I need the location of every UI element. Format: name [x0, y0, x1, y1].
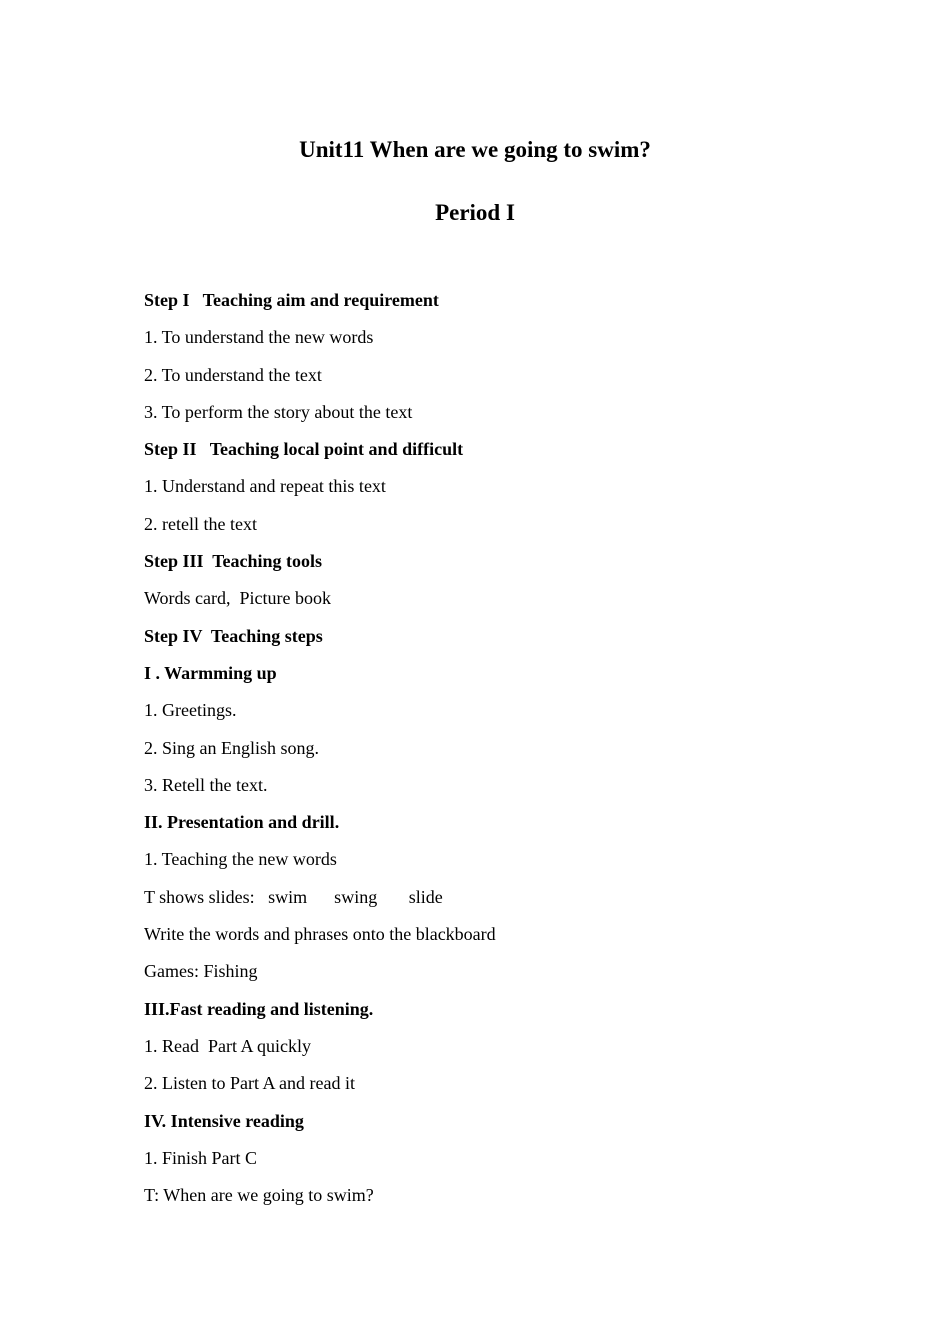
section-heading: Step I Teaching aim and requirement — [144, 290, 439, 310]
section-heading: Step II Teaching local point and difficult — [144, 439, 464, 460]
section-heading: III.Fast reading and listening. — [144, 998, 374, 1019]
section-heading: Step III Teaching tools — [144, 551, 323, 572]
text-line: 1. Read Part A quickly — [144, 1035, 311, 1056]
text-line: 3. To perform the story about the text — [144, 401, 413, 422]
text-line: 2. Sing an English song. — [144, 737, 320, 758]
text-line: 1. Greetings. — [144, 700, 237, 721]
text-line: 1. To understand the new words — [144, 327, 374, 348]
section-heading: I . Warmming up — [144, 662, 277, 683]
text-line: 1. Understand and repeat this text — [144, 476, 386, 497]
text-line: 1. Teaching the new words — [144, 849, 337, 870]
text-line: 1. Finish Part C — [144, 1147, 258, 1168]
text-line: Words card, Picture book — [144, 588, 332, 609]
section-heading: Step IV Teaching steps — [144, 625, 323, 646]
document-subtitle: Period I — [435, 200, 515, 225]
text-line: Games: Fishing — [144, 961, 258, 982]
text-line: 2. To understand the text — [144, 364, 322, 385]
text-line: T shows slides: swim swing slide — [144, 886, 443, 907]
text-line: 3. Retell the text. — [144, 774, 268, 795]
text-line: Write the words and phrases onto the blackboard — [144, 924, 496, 945]
document-title: Unit11 When are we going to swim? — [299, 137, 651, 162]
text-line: 2. Listen to Part A and read it — [144, 1073, 355, 1094]
text-line: 2. retell the text — [144, 513, 257, 534]
text-line: T: When are we going to swim? — [144, 1185, 374, 1206]
section-heading: IV. Intensive reading — [144, 1110, 304, 1131]
section-heading: II. Presentation and drill. — [144, 812, 340, 833]
document-body — [144, 286, 844, 1218]
